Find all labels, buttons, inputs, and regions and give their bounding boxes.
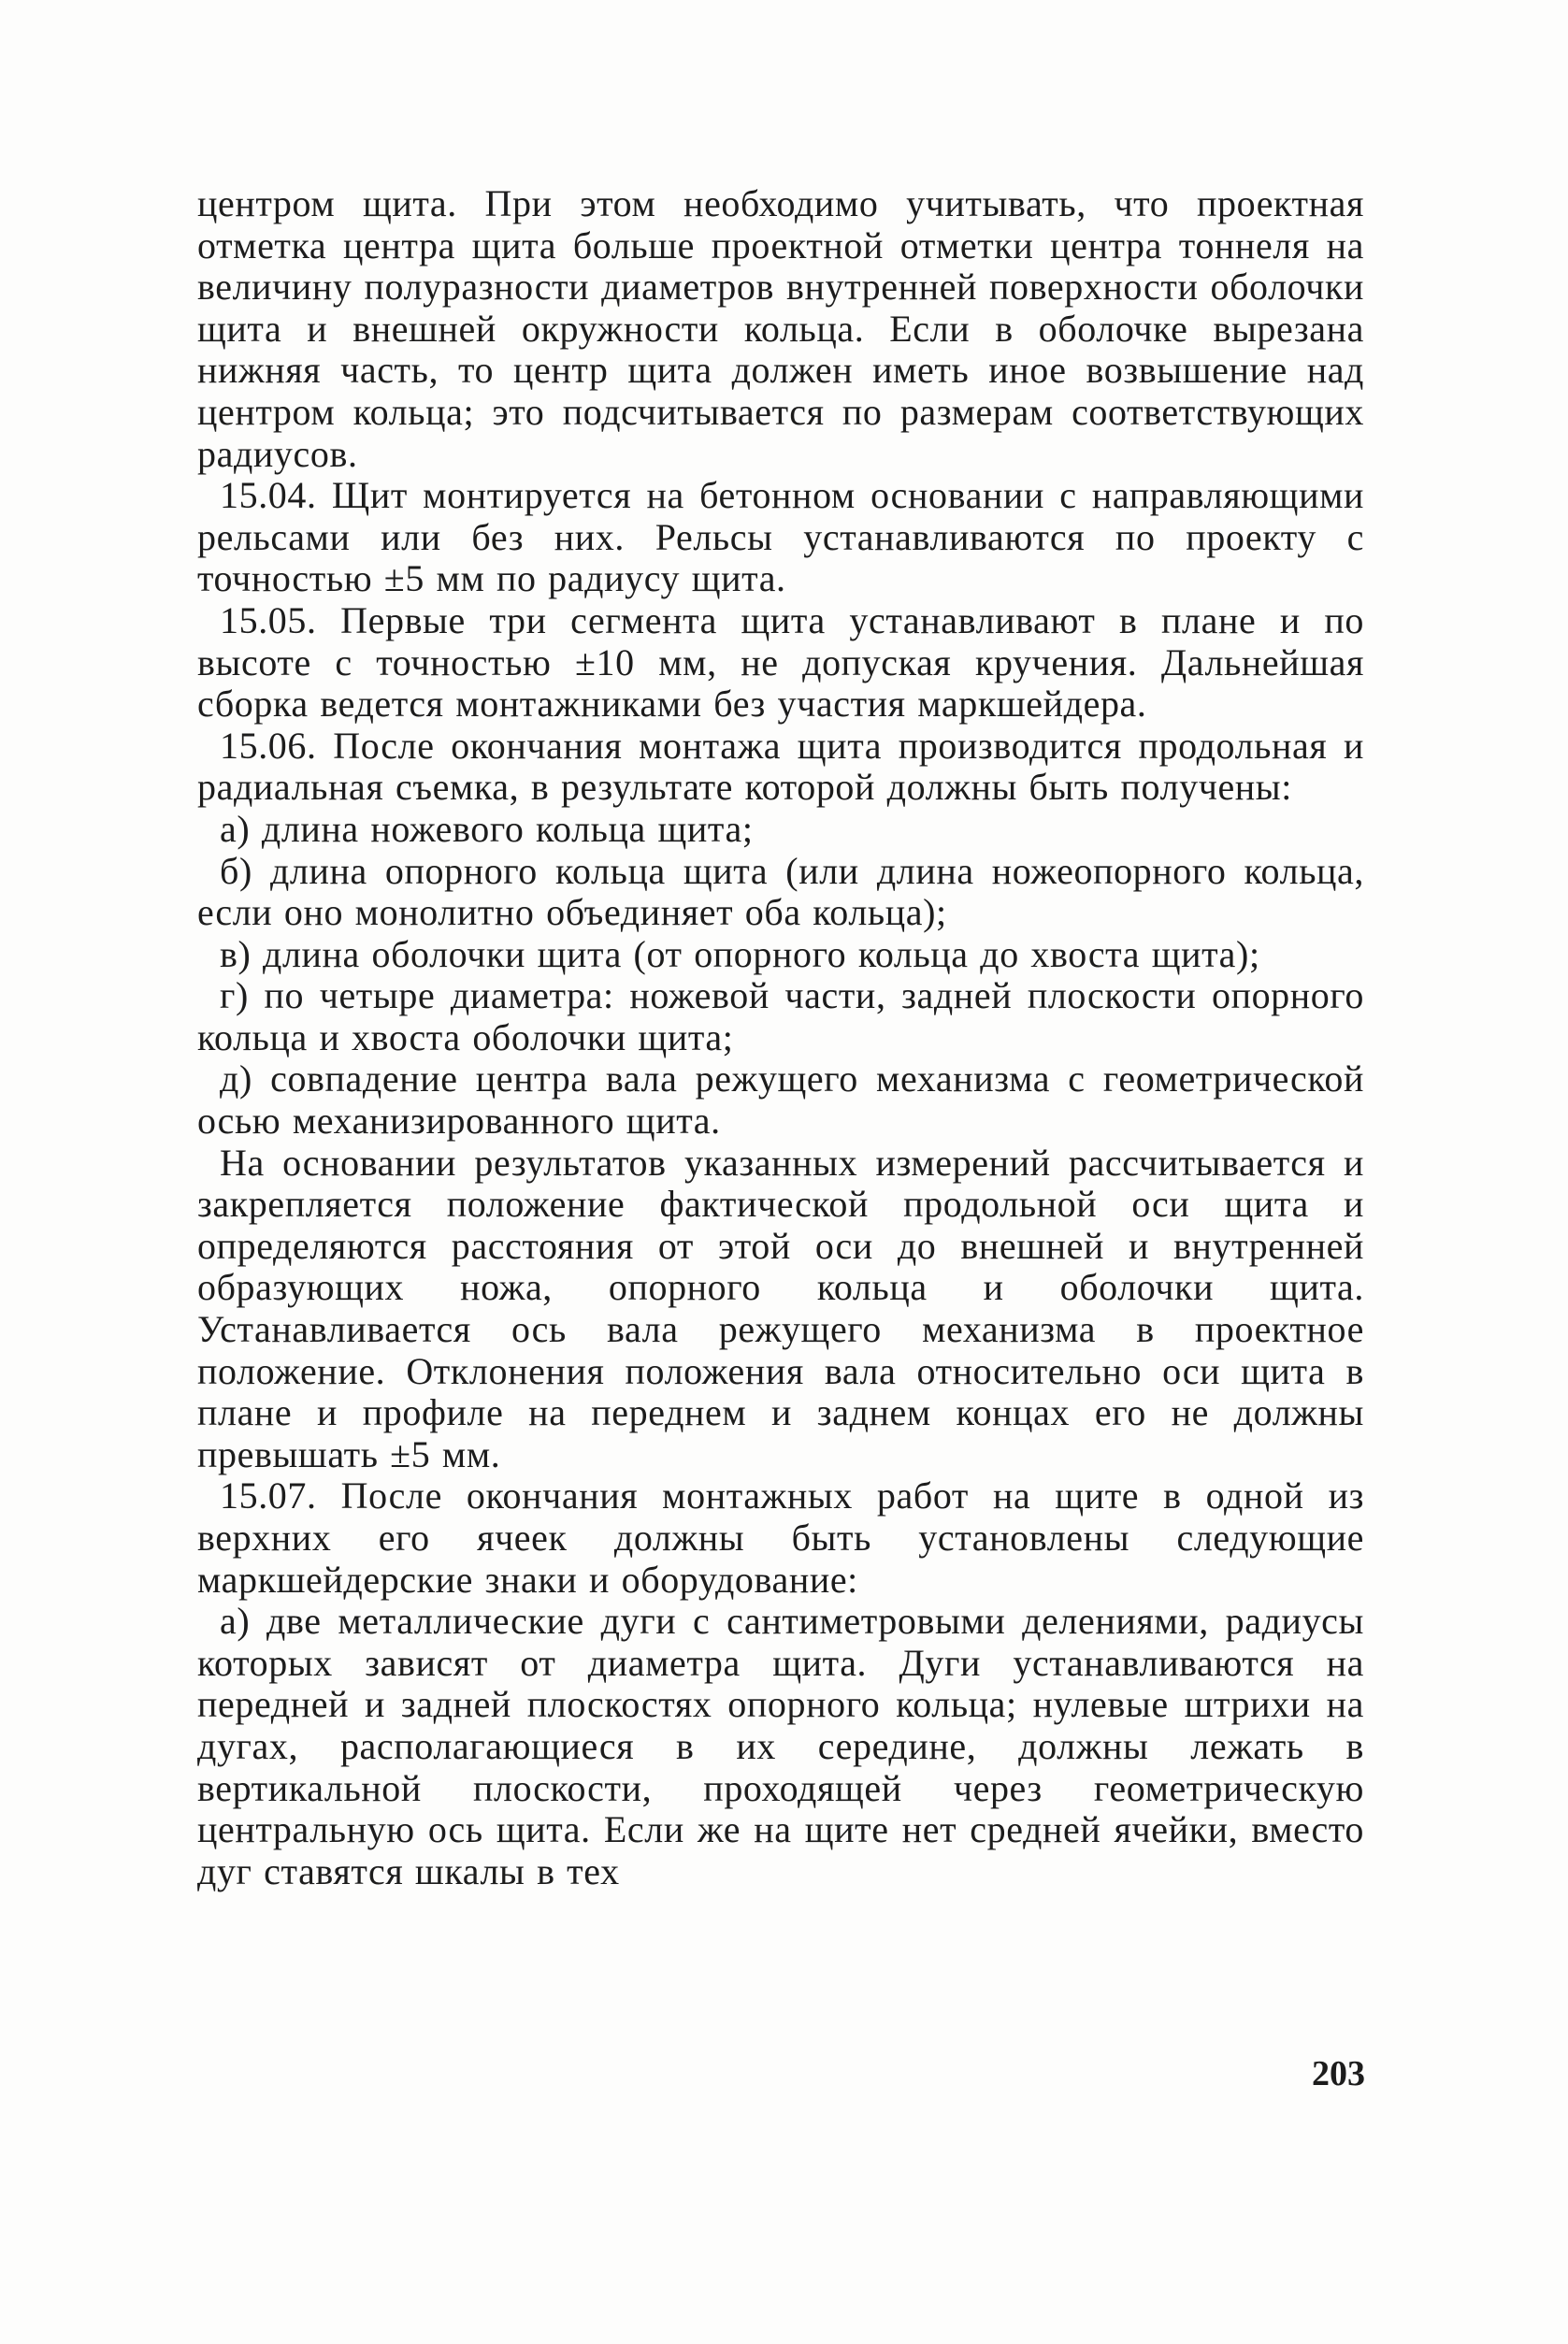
list-item-b: б) длина опорного кольца щита (или длина ножеопорного кольца, если оно монолитно объединяет оба кольца);: [197, 849, 1364, 934]
paragraph-15-05: 15.05. Первые три сегмента щита устанавливают в плане и по высоте с точностью ±10 мм, не допуская кручения. Дальнейшая сборка ведется монтажниками без участия маркшейдера.: [197, 598, 1364, 726]
list-item-a-arcs: а) две металлические дуги с сантиметровыми делениями, радиусы которых зависят от диаметра щита. Дуги устанавливаются на передней и задней плоскостях опорного кольца; нулевые штрихи на дугах, располагающиеся в их середине, должны лежать в вертикальной плоскости, проходящей через геометрическую центральную ось щита. Если же на щите нет средней ячейки, вместо дуг ставятся шкалы в тех: [197, 1600, 1364, 1892]
list-item-d: д) совпадение центра вала режущего механизма с геометрической осью механизированного щита.: [197, 1057, 1364, 1143]
paragraph-continuation: центром щита. При этом необходимо учитывать, что проектная отметка центра щита больше проектной отметки центра тоннеля на величину полуразности диаметров внутренней поверхности оболочки щита и внешней окружности кольца. Если в оболочке вырезана нижняя часть, то центр щита должен иметь иное возвышение над центром кольца; это подсчитывается по размерам соответствующих радиусов.: [197, 182, 1364, 475]
paragraph-15-06: 15.06. После окончания монтажа щита производится продольная и радиальная съемка, в результате которой должны быть получены:: [197, 724, 1364, 809]
paragraph-15-04: 15.04. Щит монтируется на бетонном основании с направляющими рельсами или без них. Рельсы устанавливаются по проекту с точностью ±5 мм по радиусу щита.: [197, 474, 1364, 600]
list-item-a: а) длина ножевого кольца щита;: [220, 807, 754, 850]
list-item-v: в) длина оболочки щита (от опорного кольца до хвоста щита);: [220, 932, 1260, 975]
page-number: 203: [1312, 2054, 1365, 2093]
list-item-g: г) по четыре диаметра: ножевой части, задней плоскости опорного кольца и хвоста оболочки щита;: [197, 974, 1364, 1058]
body-text: [197, 183, 1364, 1892]
paragraph-measurements: На основании результатов указанных измерений рассчитывается и закрепляется положение фактической продольной оси щита и определяются расстояния от этой оси до внешней и внутренней образующих ножа, опорного кольца и оболочки щита. Устанавливается ось вала режущего механизма в проектное положение. Отклонения положения вала относительно оси щита в плане и профиле на переднем и заднем концах его не должны превышать ±5 мм.: [197, 1141, 1364, 1475]
paragraph-15-07: 15.07. После окончания монтажных работ на щите в одной из верхних его ячеек должны быть установлены следующие маркшейдерские знаки и оборудование:: [197, 1474, 1364, 1601]
